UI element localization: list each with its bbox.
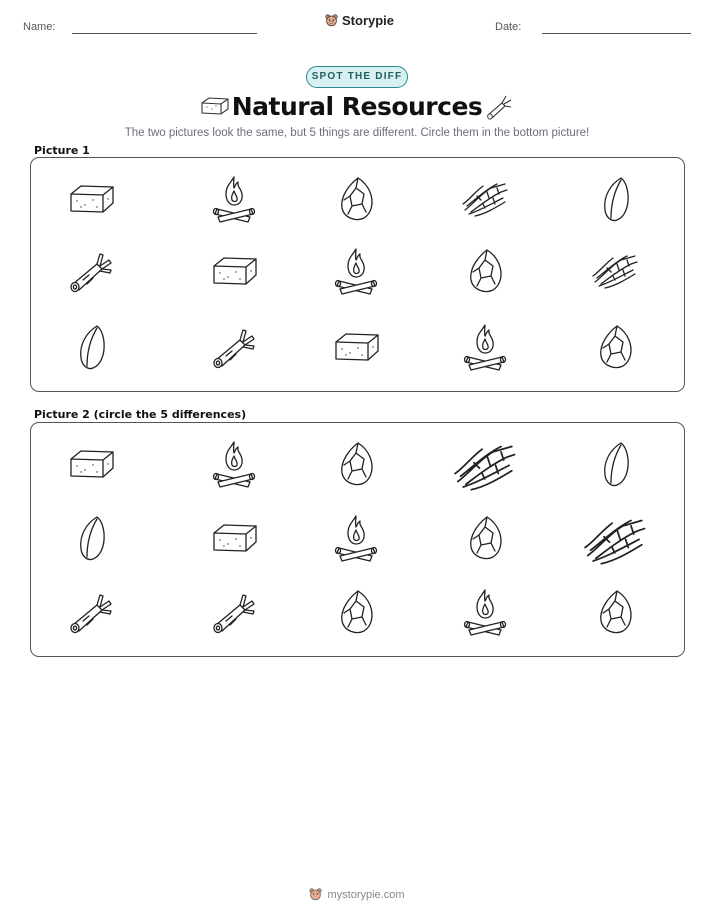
campfire-icon	[206, 174, 262, 224]
stone-icon	[587, 322, 643, 372]
campfire-icon[interactable]	[457, 587, 513, 637]
title-wood-icon	[484, 93, 514, 121]
brick-icon	[328, 322, 384, 372]
picture2-label: Picture 2 (circle the 5 differences)	[34, 408, 247, 421]
seed-icon	[63, 322, 119, 372]
picture2-panel[interactable]	[30, 422, 685, 657]
picture1-label: Picture 1	[34, 144, 90, 157]
instructions: The two pictures look the same, but 5 things are different. Circle them in the bottom picture!	[124, 127, 590, 139]
stone-icon	[457, 246, 513, 296]
stone-icon[interactable]	[587, 587, 643, 637]
footer-site: mystorypie.com	[327, 888, 405, 901]
brick-icon[interactable]	[206, 513, 262, 563]
bear-icon	[325, 14, 338, 27]
spot-the-diff-badge: SPOT THE DIFF	[306, 66, 408, 88]
grass-icon[interactable]	[457, 439, 513, 489]
stone-icon[interactable]	[328, 587, 384, 637]
brick-icon	[206, 246, 262, 296]
campfire-icon	[328, 246, 384, 296]
grass-icon[interactable]	[587, 513, 643, 563]
name-line[interactable]	[72, 33, 257, 34]
date-label: Date:	[495, 21, 522, 33]
date-line[interactable]	[542, 33, 691, 34]
footer	[0, 888, 714, 901]
seed-icon[interactable]	[63, 513, 119, 563]
wood-log-icon[interactable]	[206, 587, 262, 637]
brand-logo	[325, 13, 394, 28]
stone-icon[interactable]	[457, 513, 513, 563]
seed-icon[interactable]	[587, 439, 643, 489]
campfire-icon	[457, 322, 513, 372]
stone-icon[interactable]	[328, 439, 384, 489]
campfire-icon[interactable]	[328, 513, 384, 563]
brick-icon	[63, 174, 119, 224]
brand-name: Storypie	[342, 13, 395, 28]
grass-icon	[457, 174, 513, 224]
picture1-panel	[30, 157, 685, 392]
brick-icon[interactable]	[63, 439, 119, 489]
page-title: Natural Resources	[231, 92, 483, 121]
wood-log-icon[interactable]	[63, 587, 119, 637]
stone-icon	[328, 174, 384, 224]
seed-icon	[587, 174, 643, 224]
footer-bear-icon	[309, 888, 322, 901]
wood-log-icon	[63, 246, 119, 296]
campfire-icon[interactable]	[206, 439, 262, 489]
grass-icon	[587, 246, 643, 296]
wood-log-icon	[206, 322, 262, 372]
name-label: Name:	[23, 21, 56, 33]
